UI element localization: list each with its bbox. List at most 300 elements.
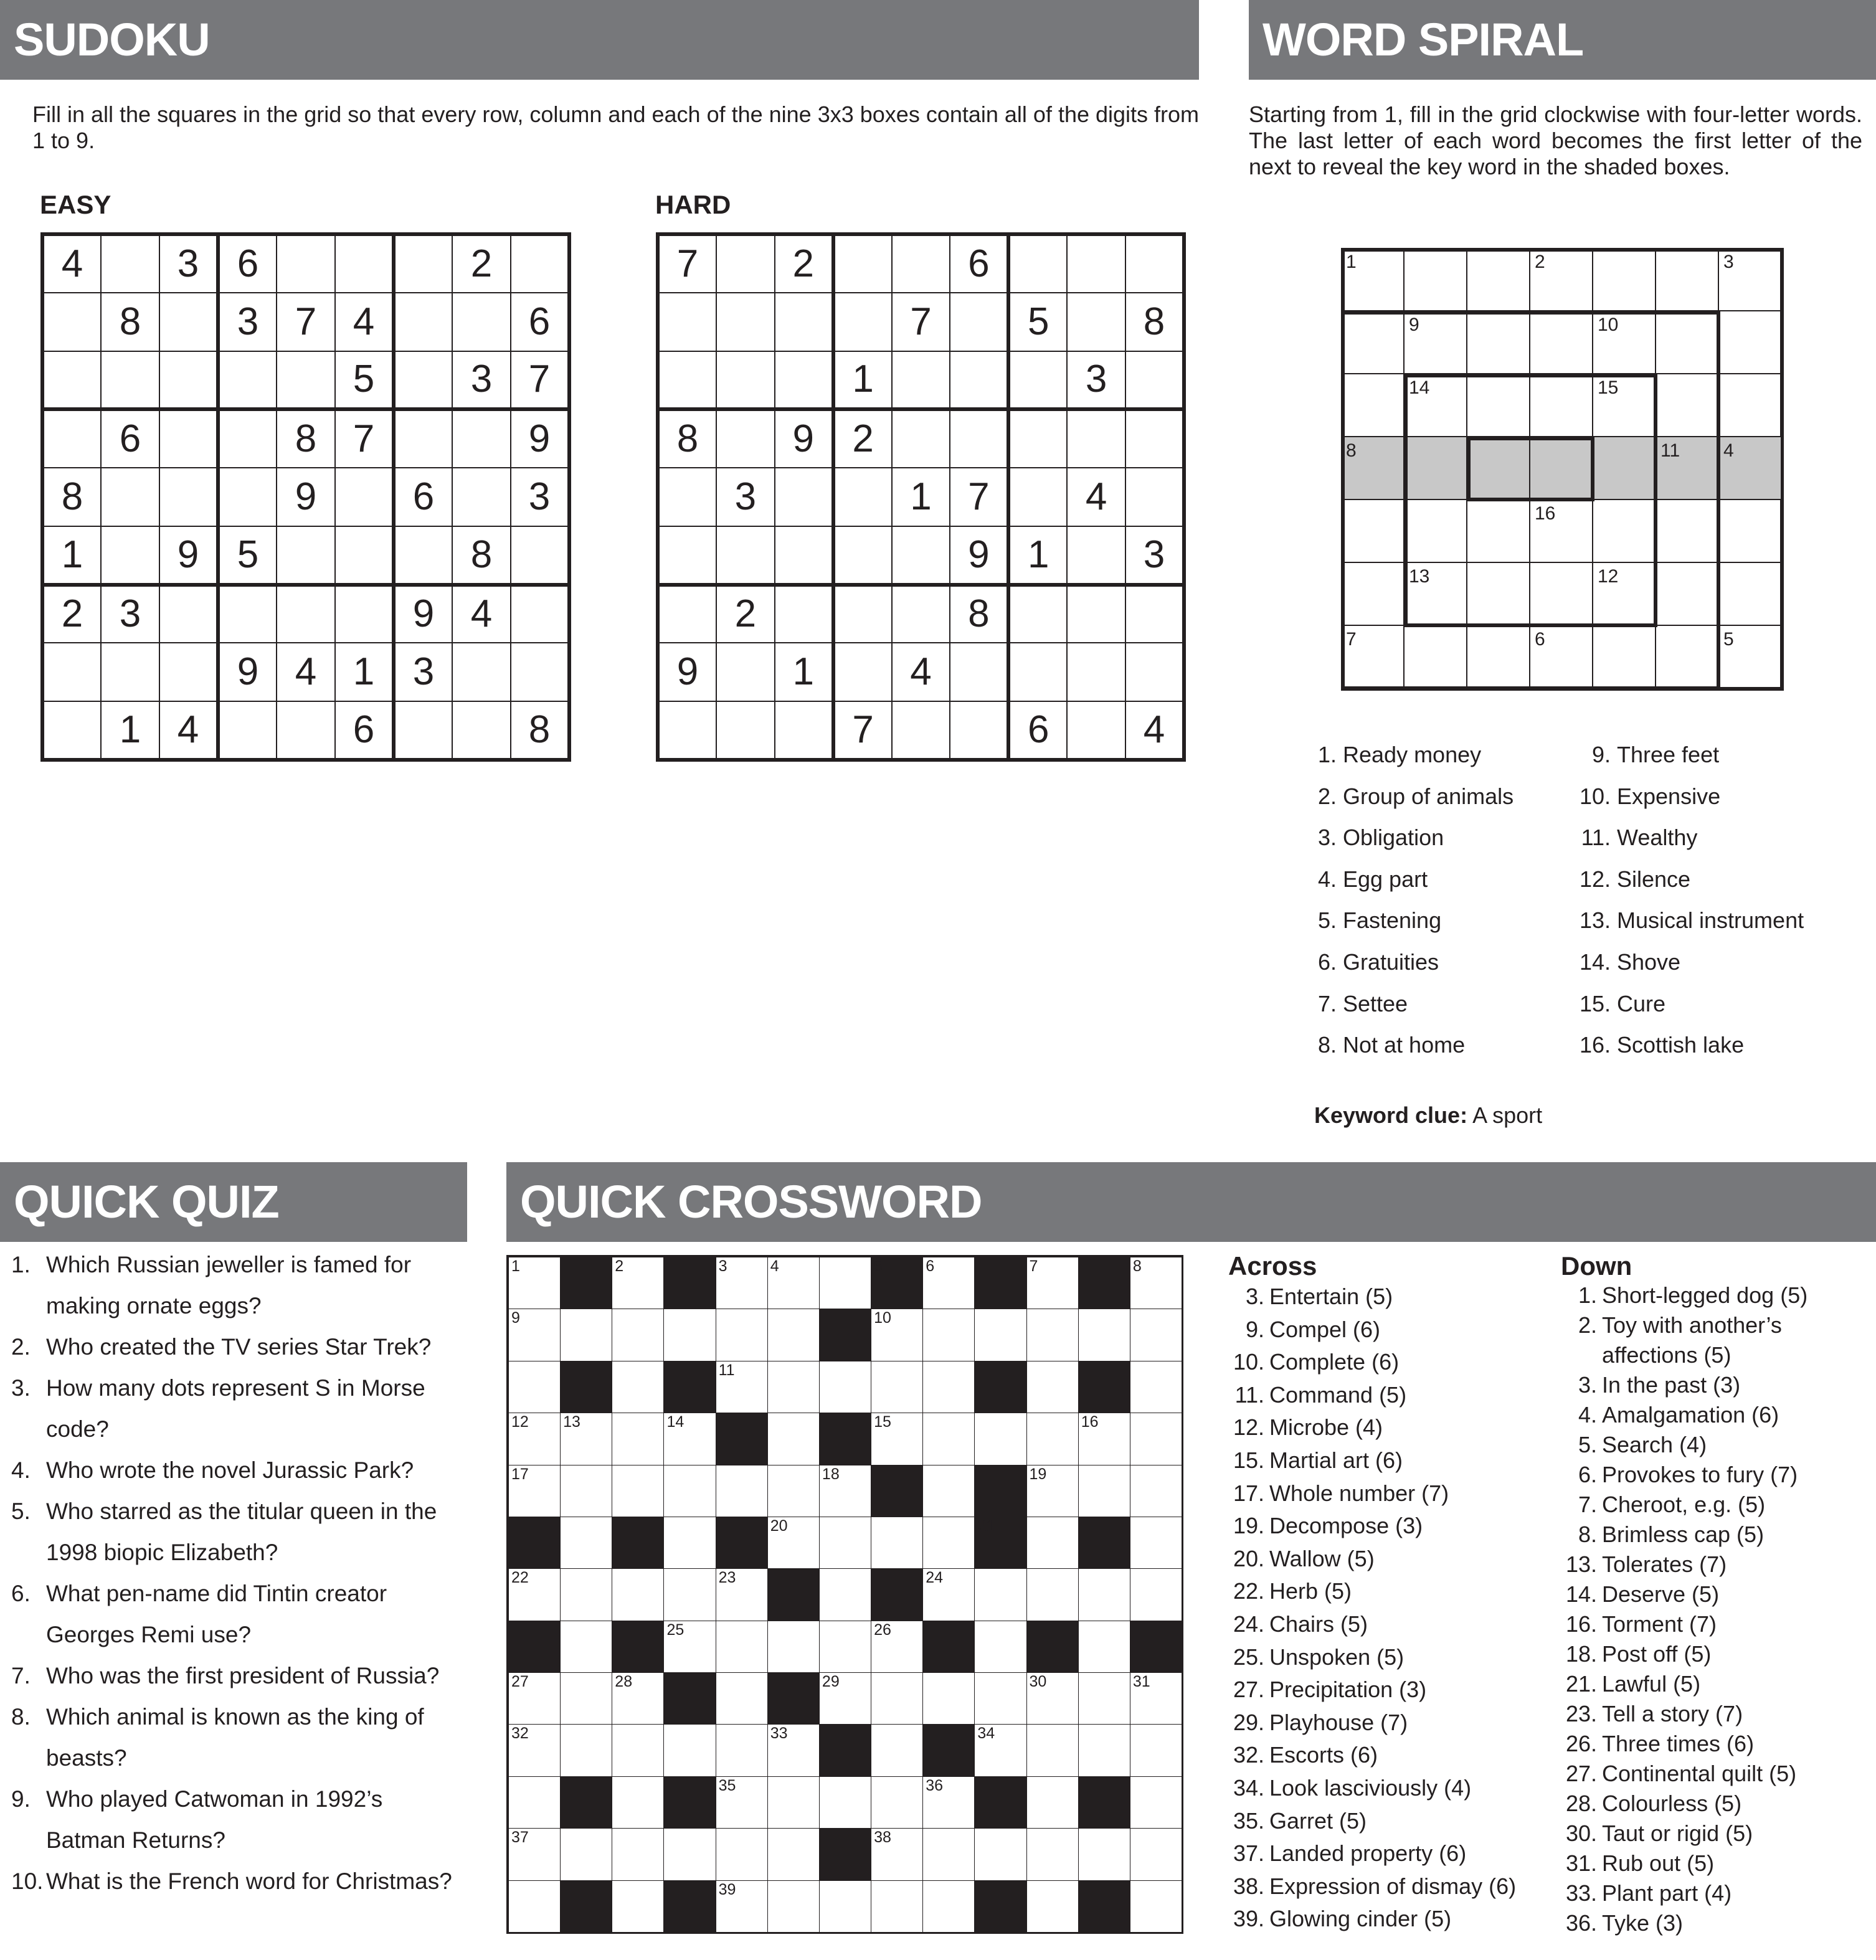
sudoku-cell[interactable] — [1067, 701, 1125, 760]
sudoku-cell[interactable] — [394, 701, 452, 760]
crossword-cell[interactable] — [508, 1465, 561, 1517]
crossword-cell[interactable] — [716, 1361, 768, 1413]
crossword-cell[interactable] — [508, 1361, 561, 1413]
sudoku-cell[interactable] — [892, 234, 950, 293]
sudoku-cell[interactable]: 1 — [833, 351, 892, 410]
sudoku-cell[interactable]: 6 — [394, 468, 452, 526]
sudoku-cell[interactable] — [1125, 234, 1184, 293]
sudoku-cell[interactable]: 1 — [335, 643, 394, 701]
crossword-cell[interactable] — [716, 1621, 768, 1673]
sudoku-cell[interactable] — [658, 701, 716, 760]
sudoku-cell[interactable]: 4 — [335, 293, 394, 351]
crossword-cell[interactable] — [819, 1361, 871, 1413]
crossword-cell[interactable] — [716, 1776, 768, 1829]
sudoku-cell[interactable] — [716, 643, 775, 701]
sudoku-cell[interactable] — [892, 409, 950, 468]
spiral-cell[interactable] — [1718, 374, 1781, 437]
crossword-cell[interactable] — [508, 1828, 561, 1880]
crossword-cell[interactable] — [819, 1465, 871, 1517]
sudoku-cell[interactable]: 9 — [658, 643, 716, 701]
sudoku-cell[interactable]: 9 — [511, 409, 569, 468]
sudoku-cell[interactable] — [335, 526, 394, 585]
sudoku-cell[interactable] — [394, 409, 452, 468]
sudoku-cell[interactable]: 6 — [950, 234, 1008, 293]
sudoku-cell[interactable] — [394, 526, 452, 585]
sudoku-cell[interactable] — [101, 351, 159, 410]
crossword-cell[interactable] — [922, 1828, 975, 1880]
crossword-cell[interactable] — [1026, 1309, 1079, 1361]
crossword-cell[interactable] — [1026, 1517, 1079, 1569]
sudoku-cell[interactable]: 1 — [101, 701, 159, 760]
sudoku-cell[interactable]: 4 — [452, 585, 511, 643]
crossword-cell[interactable] — [767, 1621, 820, 1673]
sudoku-cell[interactable] — [277, 585, 335, 643]
sudoku-cell[interactable] — [159, 409, 218, 468]
crossword-cell[interactable] — [767, 1724, 820, 1776]
sudoku-cell[interactable]: 6 — [511, 293, 569, 351]
sudoku-cell[interactable] — [892, 701, 950, 760]
sudoku-cell[interactable] — [716, 701, 775, 760]
sudoku-cell[interactable] — [658, 468, 716, 526]
sudoku-cell[interactable] — [159, 293, 218, 351]
crossword-cell[interactable] — [1078, 1568, 1130, 1621]
crossword-cell[interactable] — [1130, 1880, 1182, 1933]
crossword-cell[interactable] — [1130, 1465, 1182, 1517]
crossword-cell[interactable] — [612, 1880, 664, 1933]
crossword-cell[interactable] — [922, 1672, 975, 1725]
sudoku-cell[interactable] — [833, 526, 892, 585]
crossword-cell[interactable] — [922, 1776, 975, 1829]
crossword-cell[interactable] — [560, 1465, 612, 1517]
sudoku-cell[interactable] — [716, 351, 775, 410]
sudoku-cell[interactable] — [950, 293, 1008, 351]
sudoku-cell[interactable] — [277, 526, 335, 585]
sudoku-cell[interactable]: 9 — [218, 643, 277, 701]
crossword-cell[interactable] — [767, 1776, 820, 1829]
sudoku-cell[interactable] — [511, 526, 569, 585]
crossword-cell[interactable] — [871, 1672, 923, 1725]
crossword-cell[interactable] — [871, 1880, 923, 1933]
sudoku-cell[interactable]: 7 — [511, 351, 569, 410]
spiral-cell[interactable] — [1718, 499, 1781, 562]
crossword-cell[interactable] — [871, 1413, 923, 1465]
sudoku-cell[interactable] — [159, 351, 218, 410]
crossword-cell[interactable] — [663, 1568, 716, 1621]
crossword-cell[interactable] — [1078, 1465, 1130, 1517]
crossword-cell[interactable] — [974, 1413, 1026, 1465]
sudoku-cell[interactable] — [101, 526, 159, 585]
crossword-cell[interactable] — [508, 1568, 561, 1621]
crossword-cell[interactable] — [871, 1361, 923, 1413]
sudoku-cell[interactable]: 3 — [394, 643, 452, 701]
sudoku-cell[interactable]: 9 — [950, 526, 1008, 585]
sudoku-cell[interactable] — [42, 409, 101, 468]
sudoku-cell[interactable] — [892, 351, 950, 410]
crossword-cell[interactable] — [767, 1257, 820, 1309]
sudoku-cell[interactable] — [658, 526, 716, 585]
crossword-cell[interactable] — [560, 1568, 612, 1621]
crossword-cell[interactable] — [1130, 1828, 1182, 1880]
sudoku-cell[interactable]: 1 — [775, 643, 833, 701]
sudoku-cell[interactable] — [335, 585, 394, 643]
spiral-cell[interactable] — [1467, 248, 1530, 311]
sudoku-cell[interactable] — [775, 701, 833, 760]
crossword-cell[interactable] — [767, 1361, 820, 1413]
crossword-cell[interactable] — [922, 1465, 975, 1517]
crossword-cell[interactable] — [612, 1724, 664, 1776]
sudoku-cell[interactable]: 7 — [892, 293, 950, 351]
crossword-cell[interactable] — [819, 1568, 871, 1621]
crossword-cell[interactable] — [1078, 1309, 1130, 1361]
crossword-cell[interactable] — [716, 1568, 768, 1621]
sudoku-cell[interactable] — [277, 701, 335, 760]
sudoku-cell[interactable] — [658, 293, 716, 351]
sudoku-cell[interactable]: 2 — [452, 234, 511, 293]
sudoku-cell[interactable] — [1008, 468, 1067, 526]
sudoku-cell[interactable]: 3 — [101, 585, 159, 643]
sudoku-cell[interactable]: 6 — [335, 701, 394, 760]
crossword-cell[interactable] — [1130, 1309, 1182, 1361]
crossword-cell[interactable] — [922, 1257, 975, 1309]
crossword-cell[interactable] — [819, 1776, 871, 1829]
crossword-cell[interactable] — [716, 1880, 768, 1933]
crossword-cell[interactable] — [871, 1776, 923, 1829]
sudoku-cell[interactable]: 9 — [394, 585, 452, 643]
sudoku-cell[interactable] — [101, 234, 159, 293]
crossword-cell[interactable] — [716, 1257, 768, 1309]
sudoku-cell[interactable] — [833, 585, 892, 643]
sudoku-cell[interactable]: 6 — [101, 409, 159, 468]
crossword-cell[interactable] — [819, 1621, 871, 1673]
crossword-cell[interactable] — [560, 1724, 612, 1776]
sudoku-cell[interactable] — [218, 351, 277, 410]
sudoku-cell[interactable] — [775, 585, 833, 643]
sudoku-cell[interactable]: 4 — [1067, 468, 1125, 526]
sudoku-cell[interactable] — [42, 293, 101, 351]
crossword-cell[interactable] — [974, 1724, 1026, 1776]
crossword-cell[interactable] — [612, 1465, 664, 1517]
sudoku-cell[interactable] — [1125, 409, 1184, 468]
sudoku-cell[interactable] — [394, 351, 452, 410]
sudoku-cell[interactable]: 8 — [950, 585, 1008, 643]
sudoku-cell[interactable]: 9 — [775, 409, 833, 468]
crossword-cell[interactable] — [974, 1568, 1026, 1621]
sudoku-cell[interactable] — [1008, 643, 1067, 701]
crossword-cell[interactable] — [871, 1828, 923, 1880]
sudoku-cell[interactable] — [218, 585, 277, 643]
sudoku-cell[interactable] — [335, 234, 394, 293]
crossword-cell[interactable] — [1026, 1257, 1079, 1309]
sudoku-cell[interactable] — [42, 351, 101, 410]
crossword-cell[interactable] — [974, 1828, 1026, 1880]
sudoku-cell[interactable]: 3 — [1125, 526, 1184, 585]
sudoku-cell[interactable]: 7 — [277, 293, 335, 351]
crossword-cell[interactable] — [922, 1361, 975, 1413]
crossword-cell[interactable] — [663, 1465, 716, 1517]
spiral-cell[interactable] — [1656, 248, 1718, 311]
crossword-cell[interactable] — [663, 1309, 716, 1361]
crossword-cell[interactable] — [612, 1568, 664, 1621]
sudoku-cell[interactable] — [1008, 234, 1067, 293]
crossword-cell[interactable] — [974, 1621, 1026, 1673]
sudoku-cell[interactable] — [950, 351, 1008, 410]
crossword-cell[interactable] — [819, 1880, 871, 1933]
sudoku-cell[interactable]: 4 — [1125, 701, 1184, 760]
sudoku-cell[interactable] — [833, 643, 892, 701]
sudoku-cell[interactable] — [1125, 585, 1184, 643]
sudoku-cell[interactable] — [1008, 409, 1067, 468]
crossword-cell[interactable] — [1026, 1672, 1079, 1725]
crossword-cell[interactable] — [1026, 1465, 1079, 1517]
crossword-cell[interactable] — [508, 1724, 561, 1776]
sudoku-cell[interactable]: 8 — [658, 409, 716, 468]
crossword-cell[interactable] — [1130, 1568, 1182, 1621]
crossword-cell[interactable] — [560, 1413, 612, 1465]
sudoku-cell[interactable]: 3 — [1067, 351, 1125, 410]
crossword-cell[interactable] — [1026, 1828, 1079, 1880]
crossword-cell[interactable] — [1026, 1568, 1079, 1621]
crossword-cell[interactable] — [716, 1828, 768, 1880]
sudoku-cell[interactable] — [658, 585, 716, 643]
sudoku-cell[interactable] — [1067, 585, 1125, 643]
crossword-cell[interactable] — [560, 1828, 612, 1880]
crossword-cell[interactable] — [1026, 1413, 1079, 1465]
crossword-cell[interactable] — [1130, 1672, 1182, 1725]
sudoku-cell[interactable] — [394, 234, 452, 293]
crossword-cell[interactable] — [508, 1309, 561, 1361]
crossword-cell[interactable] — [1130, 1776, 1182, 1829]
sudoku-cell[interactable] — [1067, 293, 1125, 351]
sudoku-cell[interactable] — [716, 234, 775, 293]
spiral-cell[interactable] — [1593, 248, 1656, 311]
sudoku-cell[interactable] — [218, 468, 277, 526]
crossword-cell[interactable] — [1130, 1517, 1182, 1569]
crossword-cell[interactable] — [1026, 1880, 1079, 1933]
sudoku-cell[interactable] — [658, 351, 716, 410]
sudoku-cell[interactable] — [452, 643, 511, 701]
crossword-cell[interactable] — [612, 1672, 664, 1725]
sudoku-cell[interactable] — [511, 585, 569, 643]
crossword-cell[interactable] — [767, 1309, 820, 1361]
sudoku-cell[interactable]: 8 — [1125, 293, 1184, 351]
crossword-cell[interactable] — [871, 1309, 923, 1361]
sudoku-cell[interactable] — [716, 409, 775, 468]
crossword-cell[interactable] — [560, 1517, 612, 1569]
sudoku-cell[interactable] — [1067, 526, 1125, 585]
crossword-cell[interactable] — [871, 1517, 923, 1569]
sudoku-cell[interactable] — [218, 409, 277, 468]
crossword-cell[interactable] — [663, 1413, 716, 1465]
crossword-cell[interactable] — [1130, 1724, 1182, 1776]
crossword-cell[interactable] — [612, 1309, 664, 1361]
crossword-cell[interactable] — [767, 1413, 820, 1465]
sudoku-cell[interactable]: 8 — [101, 293, 159, 351]
crossword-cell[interactable] — [1078, 1621, 1130, 1673]
sudoku-cell[interactable] — [892, 585, 950, 643]
sudoku-cell[interactable] — [452, 293, 511, 351]
crossword-cell[interactable] — [871, 1621, 923, 1673]
sudoku-cell[interactable]: 5 — [1008, 293, 1067, 351]
crossword-cell[interactable] — [663, 1828, 716, 1880]
sudoku-cell[interactable] — [950, 643, 1008, 701]
sudoku-cell[interactable] — [833, 234, 892, 293]
sudoku-cell[interactable] — [716, 293, 775, 351]
sudoku-cell[interactable] — [394, 293, 452, 351]
sudoku-cell[interactable] — [1125, 351, 1184, 410]
sudoku-cell[interactable] — [892, 526, 950, 585]
sudoku-cell[interactable] — [452, 468, 511, 526]
sudoku-cell[interactable] — [511, 234, 569, 293]
crossword-cell[interactable] — [612, 1828, 664, 1880]
sudoku-cell[interactable] — [218, 701, 277, 760]
crossword-cell[interactable] — [819, 1257, 871, 1309]
sudoku-cell[interactable] — [159, 585, 218, 643]
crossword-cell[interactable] — [1078, 1724, 1130, 1776]
crossword-cell[interactable] — [1026, 1776, 1079, 1829]
sudoku-cell[interactable] — [950, 701, 1008, 760]
spiral-cell[interactable] — [1404, 248, 1467, 311]
crossword-cell[interactable] — [1078, 1413, 1130, 1465]
crossword-cell[interactable] — [663, 1621, 716, 1673]
spiral-cell[interactable] — [1718, 562, 1781, 625]
sudoku-cell[interactable]: 6 — [1008, 701, 1067, 760]
crossword-cell[interactable] — [922, 1880, 975, 1933]
sudoku-cell[interactable]: 3 — [452, 351, 511, 410]
sudoku-cell[interactable]: 5 — [335, 351, 394, 410]
sudoku-cell[interactable]: 3 — [511, 468, 569, 526]
sudoku-cell[interactable] — [833, 468, 892, 526]
sudoku-cell[interactable]: 8 — [277, 409, 335, 468]
sudoku-cell[interactable] — [833, 293, 892, 351]
sudoku-cell[interactable]: 2 — [833, 409, 892, 468]
sudoku-cell[interactable] — [775, 526, 833, 585]
sudoku-cell[interactable]: 1 — [1008, 526, 1067, 585]
sudoku-cell[interactable] — [42, 643, 101, 701]
crossword-cell[interactable] — [819, 1672, 871, 1725]
crossword-cell[interactable] — [974, 1309, 1026, 1361]
crossword-cell[interactable] — [1130, 1413, 1182, 1465]
sudoku-cell[interactable] — [101, 643, 159, 701]
crossword-cell[interactable] — [767, 1828, 820, 1880]
crossword-cell[interactable] — [612, 1257, 664, 1309]
crossword-cell[interactable] — [1130, 1257, 1182, 1309]
crossword-cell[interactable] — [508, 1257, 561, 1309]
sudoku-cell[interactable] — [1125, 468, 1184, 526]
sudoku-cell[interactable]: 8 — [42, 468, 101, 526]
sudoku-cell[interactable]: 8 — [452, 526, 511, 585]
sudoku-cell[interactable]: 2 — [775, 234, 833, 293]
crossword-cell[interactable] — [1026, 1724, 1079, 1776]
sudoku-cell[interactable] — [1125, 643, 1184, 701]
sudoku-cell[interactable]: 2 — [716, 585, 775, 643]
sudoku-cell[interactable] — [716, 526, 775, 585]
sudoku-cell[interactable] — [159, 468, 218, 526]
sudoku-cell[interactable]: 1 — [42, 526, 101, 585]
crossword-cell[interactable] — [1078, 1672, 1130, 1725]
crossword-cell[interactable] — [819, 1517, 871, 1569]
sudoku-cell[interactable] — [1008, 585, 1067, 643]
sudoku-cell[interactable] — [775, 468, 833, 526]
sudoku-cell[interactable]: 5 — [218, 526, 277, 585]
sudoku-cell[interactable] — [452, 701, 511, 760]
sudoku-cell[interactable]: 7 — [658, 234, 716, 293]
crossword-cell[interactable] — [663, 1517, 716, 1569]
crossword-cell[interactable] — [508, 1672, 561, 1725]
crossword-cell[interactable] — [922, 1517, 975, 1569]
crossword-cell[interactable] — [612, 1361, 664, 1413]
sudoku-cell[interactable] — [511, 643, 569, 701]
crossword-cell[interactable] — [922, 1309, 975, 1361]
crossword-cell[interactable] — [663, 1724, 716, 1776]
crossword-cell[interactable] — [922, 1568, 975, 1621]
sudoku-cell[interactable] — [42, 701, 101, 760]
sudoku-cell[interactable]: 7 — [833, 701, 892, 760]
sudoku-cell[interactable] — [775, 351, 833, 410]
sudoku-cell[interactable]: 8 — [511, 701, 569, 760]
crossword-cell[interactable] — [1130, 1361, 1182, 1413]
sudoku-cell[interactable] — [1067, 409, 1125, 468]
sudoku-cell[interactable]: 3 — [159, 234, 218, 293]
crossword-cell[interactable] — [922, 1413, 975, 1465]
sudoku-cell[interactable]: 3 — [218, 293, 277, 351]
spiral-cell[interactable] — [1718, 311, 1781, 374]
sudoku-cell[interactable]: 6 — [218, 234, 277, 293]
sudoku-cell[interactable]: 4 — [42, 234, 101, 293]
crossword-cell[interactable] — [871, 1724, 923, 1776]
crossword-cell[interactable] — [974, 1672, 1026, 1725]
crossword-cell[interactable] — [508, 1880, 561, 1933]
sudoku-cell[interactable]: 4 — [892, 643, 950, 701]
sudoku-cell[interactable]: 4 — [159, 701, 218, 760]
sudoku-cell[interactable] — [1067, 234, 1125, 293]
crossword-cell[interactable] — [560, 1621, 612, 1673]
crossword-cell[interactable] — [1026, 1361, 1079, 1413]
crossword-cell[interactable] — [560, 1672, 612, 1725]
sudoku-cell[interactable] — [1067, 643, 1125, 701]
sudoku-cell[interactable] — [950, 409, 1008, 468]
sudoku-cell[interactable] — [277, 234, 335, 293]
crossword-cell[interactable] — [612, 1776, 664, 1829]
sudoku-cell[interactable]: 2 — [42, 585, 101, 643]
crossword-cell[interactable] — [1078, 1828, 1130, 1880]
crossword-cell[interactable] — [716, 1465, 768, 1517]
sudoku-cell[interactable] — [452, 409, 511, 468]
sudoku-cell[interactable] — [101, 468, 159, 526]
crossword-cell[interactable] — [716, 1672, 768, 1725]
sudoku-cell[interactable] — [775, 293, 833, 351]
sudoku-cell[interactable]: 1 — [892, 468, 950, 526]
sudoku-cell[interactable]: 9 — [277, 468, 335, 526]
sudoku-cell[interactable]: 7 — [335, 409, 394, 468]
crossword-cell[interactable] — [767, 1880, 820, 1933]
sudoku-cell[interactable] — [1008, 351, 1067, 410]
sudoku-cell[interactable]: 4 — [277, 643, 335, 701]
crossword-cell[interactable] — [612, 1413, 664, 1465]
crossword-cell[interactable] — [508, 1776, 561, 1829]
crossword-cell[interactable] — [767, 1465, 820, 1517]
crossword-cell[interactable] — [560, 1309, 612, 1361]
sudoku-cell[interactable] — [335, 468, 394, 526]
crossword-cell[interactable] — [716, 1724, 768, 1776]
sudoku-cell[interactable]: 9 — [159, 526, 218, 585]
crossword-cell[interactable] — [508, 1413, 561, 1465]
sudoku-cell[interactable]: 3 — [716, 468, 775, 526]
crossword-cell[interactable] — [767, 1517, 820, 1569]
sudoku-cell[interactable]: 7 — [950, 468, 1008, 526]
sudoku-cell[interactable] — [159, 643, 218, 701]
crossword-cell[interactable] — [716, 1309, 768, 1361]
sudoku-cell[interactable] — [277, 351, 335, 410]
